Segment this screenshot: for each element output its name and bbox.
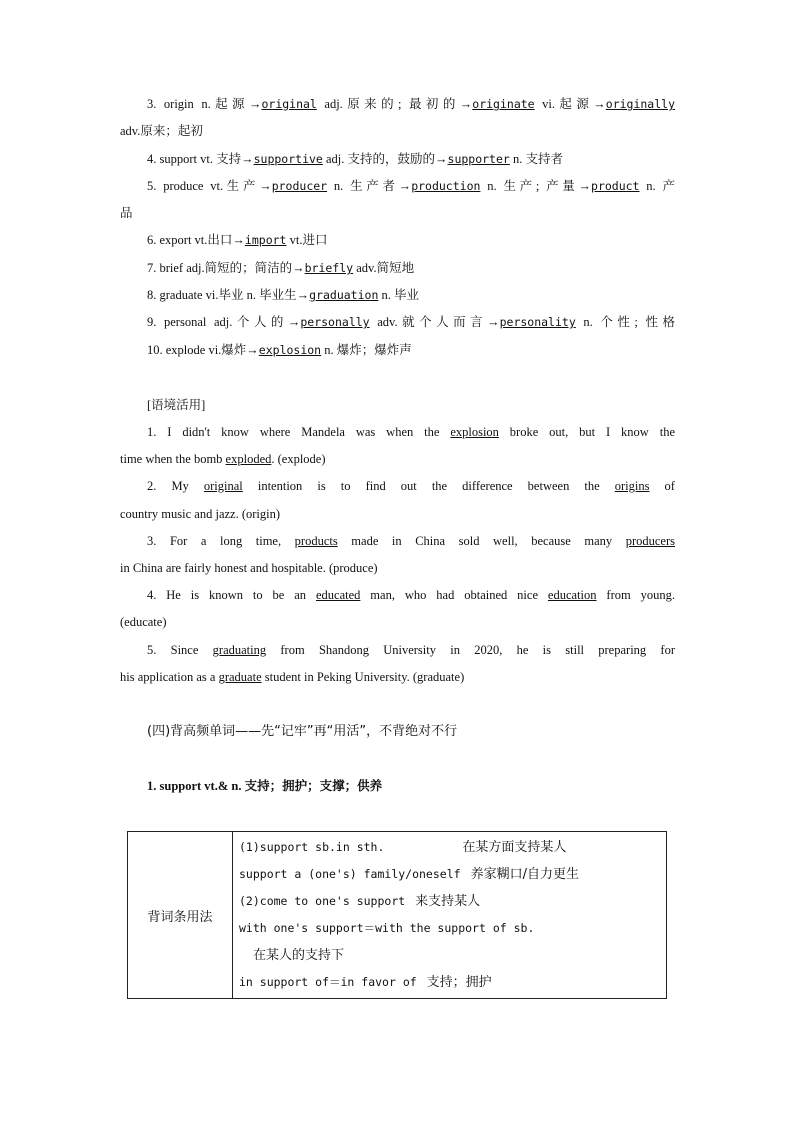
answer-blank: graduate: [218, 670, 262, 684]
wordform-item-export: [147, 227, 675, 254]
sentence-text: 3. For a long time,: [147, 534, 295, 548]
answer-blank: production: [411, 179, 481, 193]
wordform-stem: 5. produce vt.生产→: [147, 179, 272, 193]
usage-phrase: with one's support＝with the support of sb.: [239, 921, 535, 935]
sentence-text: country music and jazz. (origin): [120, 507, 281, 521]
answer-blank: briefly: [304, 261, 354, 275]
context-sentence-5: [147, 637, 675, 664]
wordform-text: adv.原来；起初: [120, 124, 203, 138]
context-sentence-1: [147, 419, 675, 446]
answer-blank: education: [547, 588, 597, 602]
wordform-text: adj. 支持的，鼓励的→: [322, 152, 448, 166]
wordform-stem: 6. export vt.出口→: [147, 233, 245, 247]
answer-blank: personality: [499, 315, 576, 329]
context-sentence-3: [147, 528, 675, 555]
usage-row: [239, 834, 660, 861]
context-sentence-1-cont: [120, 446, 675, 473]
usage-phrase: (2)come to one's support: [239, 894, 406, 908]
wordform-item-explode: [147, 337, 675, 364]
context-sentence-2: [147, 473, 675, 500]
answer-blank: originate: [472, 97, 535, 111]
sentence-text: made in China sold well, because many: [337, 534, 626, 548]
context-sentence-2-cont: [120, 501, 675, 528]
answer-blank: original: [203, 479, 243, 493]
wordform-text: n. 生产; 产量→: [480, 179, 592, 193]
wordform-stem: 8. graduate vi.毕业 n. 毕业生→: [147, 288, 310, 302]
answer-blank: import: [244, 233, 287, 247]
wordform-stem: 10. explode vi.爆炸→: [147, 343, 259, 357]
answer-blank: products: [294, 534, 338, 548]
context-sentence-4-cont: [120, 609, 675, 636]
sentence-text: . (explode): [271, 452, 326, 466]
wordform-stem: 7. brief adj.简短的；简洁的→: [147, 261, 305, 275]
wordform-text: adv.就个人而言→: [369, 315, 500, 329]
wordform-text: adv.简短地: [353, 261, 415, 275]
usage-row: [239, 942, 660, 969]
wordform-text: n. 支持者: [509, 152, 563, 166]
wordform-text: adj.原来的; 最初的→: [316, 97, 473, 111]
section-heading-context: [语境活用]: [147, 398, 206, 412]
wordform-text: n. 生产者→: [327, 179, 412, 193]
answer-blank: exploded: [225, 452, 272, 466]
answer-blank: producers: [625, 534, 675, 548]
wordform-item-origin: [147, 91, 675, 118]
sentence-text: in China are fairly honest and hospitable. (produce): [120, 561, 378, 575]
answer-blank: originally: [605, 97, 676, 111]
sentence-text: student in Peking University. (graduate): [261, 670, 465, 684]
usage-table-label: 背词条用法: [128, 832, 233, 999]
usage-phrase: support a (one's) family/oneself: [239, 867, 461, 881]
sentence-text: 4. He is known to be an: [147, 588, 316, 602]
vocab-entry-support: 1. support vt.& n. 支持；拥护；支撑；供养: [147, 779, 383, 793]
wordform-text: 品: [120, 206, 133, 220]
usage-meaning: 养家糊口/自力更生: [470, 867, 579, 882]
usage-meaning: 来支持某人: [415, 894, 481, 909]
wordform-item-produce: [147, 173, 675, 200]
sentence-text: of: [649, 479, 675, 493]
section-4-title: (四)背高频单词——先“记牢”再“用活”，不背绝对不行: [147, 724, 458, 739]
wordform-item-graduate: [147, 282, 675, 309]
answer-blank: supporter: [447, 152, 510, 166]
answer-blank: graduation: [309, 288, 379, 302]
answer-blank: product: [591, 179, 640, 193]
answer-blank: personally: [300, 315, 370, 329]
wordform-text: vt.进口: [286, 233, 328, 247]
answer-blank: graduating: [212, 643, 267, 657]
usage-table: [127, 831, 667, 999]
context-sentence-4: [147, 582, 675, 609]
usage-phrase: in support of＝in favor of: [239, 975, 417, 989]
context-sentence-5-cont: [120, 664, 675, 691]
sentence-text: from Shandong University in 2020, he is still preparing for: [266, 643, 675, 657]
context-sentence-3-cont: [120, 555, 675, 582]
usage-table-content: [233, 832, 667, 999]
answer-blank: explosion: [450, 425, 499, 439]
usage-row: [239, 861, 660, 888]
wordform-stem: 4. support vt. 支持→: [147, 152, 254, 166]
answer-blank: producer: [271, 179, 328, 193]
sentence-text: time when the bomb: [120, 452, 226, 466]
sentence-text: man, who had obtained nice: [360, 588, 548, 602]
sentence-text: 1. I didn't know where Mandela was when the: [147, 425, 451, 439]
answer-blank: origins: [614, 479, 650, 493]
answer-blank: supportive: [253, 152, 323, 166]
wordform-stem: 3. origin n.起源→: [147, 97, 262, 111]
usage-phrase: (1)support sb.in sth.: [239, 840, 385, 854]
sentence-text: his application as a: [120, 670, 219, 684]
answer-blank: explosion: [258, 343, 322, 357]
wordform-item-produce-cont: [120, 200, 675, 227]
wordform-text: vi.起源→: [534, 97, 606, 111]
wordform-text: n. 爆炸；爆炸声: [321, 343, 412, 357]
answer-blank: educated: [315, 588, 361, 602]
wordform-item-support: [147, 146, 675, 173]
wordform-text: n. 毕业: [378, 288, 420, 302]
sentence-text: 5. Since: [147, 643, 213, 657]
wordform-item-origin-cont: [120, 118, 675, 145]
sentence-text: broke out, but I know the: [498, 425, 675, 439]
sentence-text: from young.: [596, 588, 675, 602]
usage-meaning: 支持；拥护: [426, 975, 492, 990]
usage-row: [239, 888, 660, 915]
answer-blank: original: [261, 97, 317, 111]
wordform-text: n. 个性; 性格: [575, 315, 675, 329]
sentence-text: 2. My: [147, 479, 204, 493]
sentence-text: intention is to find out the difference between the: [242, 479, 615, 493]
usage-meaning: 在某方面支持某人: [462, 840, 567, 855]
usage-row: [239, 915, 660, 942]
wordform-item-brief: [147, 255, 675, 282]
wordform-item-personal: [147, 309, 675, 336]
sentence-text: (educate): [120, 615, 167, 629]
usage-row: [239, 969, 660, 996]
wordform-stem: 9. personal adj.个人的→: [147, 315, 301, 329]
usage-meaning: 在某人的支持下: [253, 948, 345, 963]
wordform-text: n. 产: [639, 179, 675, 193]
